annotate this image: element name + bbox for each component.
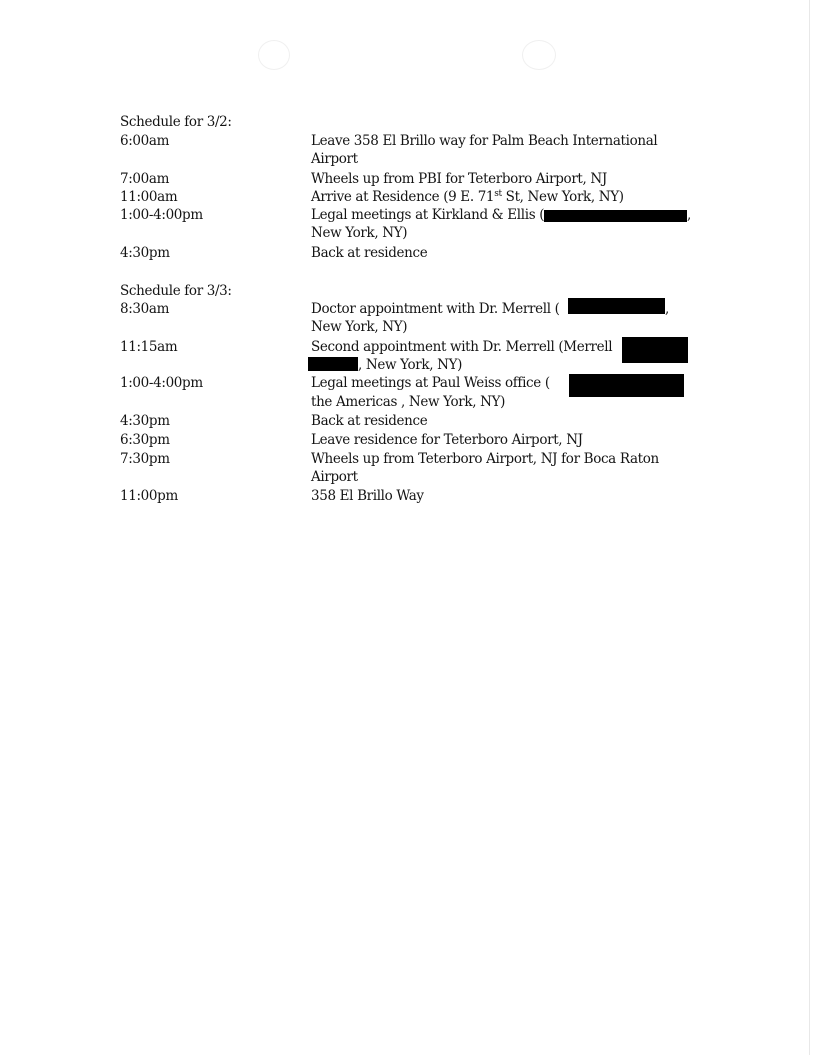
entry-doctor-line1: Doctor appointment with Dr. Merrell (: [311, 301, 560, 317]
entry-430pm-day2-line1: Back at residence: [311, 413, 428, 429]
scan-edge: [809, 0, 810, 1055]
redaction-block: [569, 374, 684, 397]
entry-doctor-line2: New York, NY): [311, 319, 408, 335]
entry-6am-line2: Airport: [311, 151, 358, 167]
time-1115am: 11:15am: [120, 339, 178, 355]
time-630pm: 6:30pm: [120, 432, 170, 448]
entry-paulweiss-line2: the Americas , New York, NY): [311, 394, 506, 410]
time-11pm: 11:00pm: [120, 488, 178, 504]
entry-paulweiss-line1: Legal meetings at Paul Weiss office (: [311, 375, 550, 391]
entry-11pm-line1: 358 El Brillo Way: [311, 488, 424, 504]
redaction-block: [622, 337, 688, 363]
entry-doctor-comma: ,: [665, 301, 669, 317]
entry-630pm-line1: Leave residence for Teterboro Airport, NJ: [311, 432, 583, 448]
entry-11am-line1: Arrive at Residence (9 E. 71st St, New York, NY): [311, 189, 624, 205]
schedule-header-3-3: Schedule for 3/3:: [120, 283, 232, 299]
redaction-block: [308, 357, 358, 371]
time-830am: 8:30am: [120, 301, 170, 317]
time-430pm: 4:30pm: [120, 245, 170, 261]
time-1-4pm: 1:00-4:00pm: [120, 207, 203, 223]
time-1-4pm-day2: 1:00-4:00pm: [120, 375, 203, 391]
redaction-block: [544, 210, 687, 222]
entry-430pm-line1: Back at residence: [311, 245, 428, 261]
scan-artifact: [522, 40, 556, 70]
time-7am: 7:00am: [120, 171, 170, 187]
entry-second-appt-line2: , New York, NY): [358, 357, 463, 373]
entry-kirkland-line1: Legal meetings at Kirkland & Ellis (: [311, 207, 545, 223]
time-430pm-day2: 4:30pm: [120, 413, 170, 429]
entry-7am-line1: Wheels up from PBI for Teterboro Airport, NJ: [311, 171, 607, 187]
schedule-header-3-2: Schedule for 3/2:: [120, 114, 232, 130]
time-6am: 6:00am: [120, 133, 170, 149]
entry-730pm-line1: Wheels up from Teterboro Airport, NJ for Boca Raton: [311, 451, 659, 467]
redaction-block: [568, 298, 665, 314]
entry-second-appt-line1: Second appointment with Dr. Merrell (Merrell: [311, 339, 613, 355]
time-730pm: 7:30pm: [120, 451, 170, 467]
entry-kirkland-line2: New York, NY): [311, 225, 408, 241]
entry-730pm-line2: Airport: [311, 469, 358, 485]
time-11am: 11:00am: [120, 189, 178, 205]
scan-artifact: [258, 40, 290, 70]
entry-6am-line1: Leave 358 El Brillo way for Palm Beach International: [311, 133, 658, 149]
entry-kirkland-comma: ,: [687, 207, 691, 223]
